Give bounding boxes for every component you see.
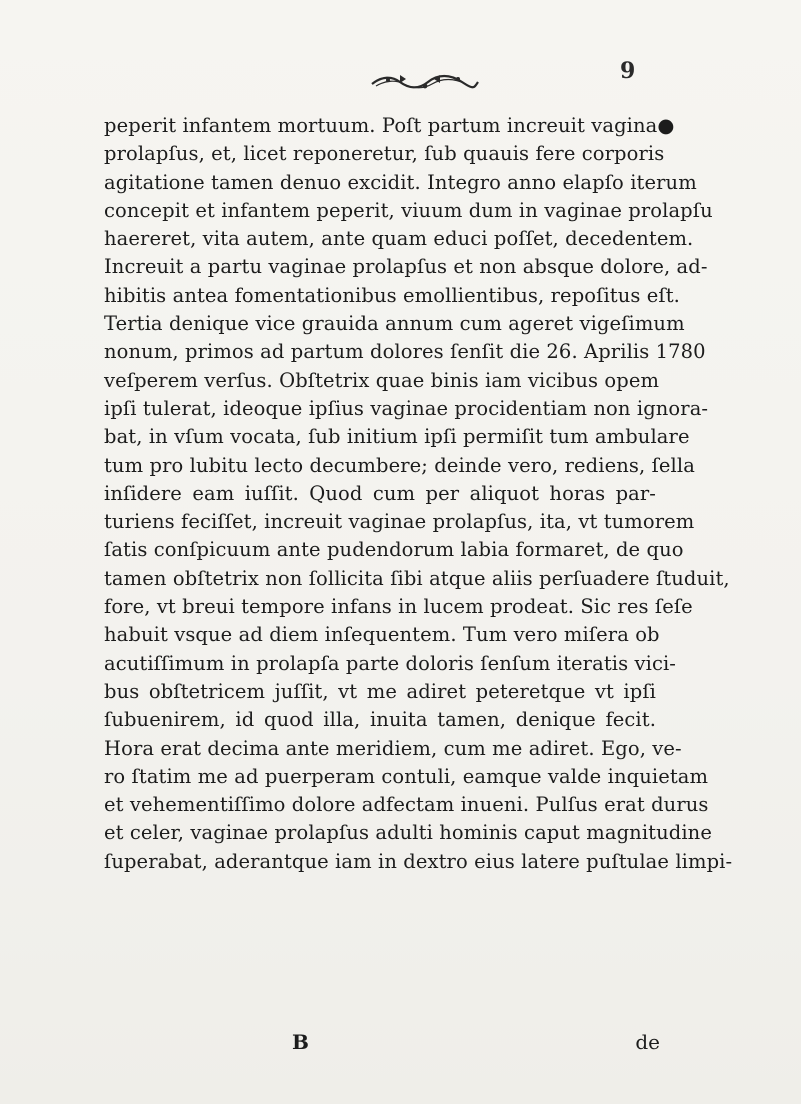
text-line: Hora erat decima ante meridiem, cum me adiret. Ego, ve- (104, 736, 682, 760)
text-line: et celer, vaginae prolapſus adulti hominis caput magnitudine (104, 821, 712, 845)
text-line: habuit vsque ad diem inſequentem. Tum vero miſera ob (104, 623, 660, 647)
text-line: hibitis antea fomentationibus emollientibus, repoſitus eſt. (104, 283, 680, 307)
body-text (104, 112, 733, 876)
text-line: ſubuenirem, id quod illa, inuita tamen, denique fecit. (104, 708, 656, 732)
text-line: agitatione tamen denuo excidit. Integro anno elapſo iterum (104, 170, 697, 194)
page-number: 9 (620, 58, 636, 84)
text-line: prolapſus, et, licet reponeretur, ſub quauis fere corporis (104, 142, 665, 166)
signature-mark: B (292, 1030, 309, 1054)
text-line: tum pro lubitu lecto decumbere; deinde vero, rediens, ſella (104, 453, 695, 477)
text-line: fore, vt breui tempore infans in lucem prodeat. Sic res ſeſe (104, 595, 693, 619)
text-line: ſuperabat, aderantque iam in dextro eius latere puſtulae limpi- (104, 849, 733, 873)
text-line: bat, in vſum vocata, ſub initium ipſi permiſit tum ambulare (104, 425, 690, 449)
page-footer (140, 1030, 660, 1054)
catchword: de (635, 1030, 660, 1054)
text-line: veſperem verſus. Obſtetrix quae binis iam vicibus opem (104, 368, 660, 392)
text-line: concepit et infantem peperit, viuum dum in vaginae prolapſu (104, 198, 713, 222)
text-line: turiens feciſſet, increuit vaginae prolapſus, ita, vt tumorem (104, 510, 695, 534)
text-line: inſidere eam iuſſit. Quod cum per aliquot horas par- (104, 481, 656, 505)
text-line: ro ſtatim me ad puerperam contuli, eamque valde inquietam (104, 764, 709, 788)
text-line: Tertia denique vice grauida annum cum ageret vigeſimum (104, 312, 685, 336)
text-line: Increuit a partu vaginae prolapſus et non absque dolore, ad- (104, 255, 708, 279)
text-line: et vehementiſſimo dolore adfectam inueni. Pulſus erat durus (104, 793, 709, 817)
text-line: tamen obſtetrix non ſollicita ſibi atque aliis perſuadere ſtuduit, (104, 566, 730, 590)
text-line: peperit infantem mortuum. Poſt partum increuit vagina● (104, 114, 675, 137)
text-line: acutiſſimum in prolapſa parte doloris ſenſum iteratis vici- (104, 651, 676, 675)
text-line: ipſi tulerat, ideoque ipſius vaginae procidentiam non ignora- (104, 396, 709, 420)
text-line: bus obſtetricem juſſit, vt me adiret peteretque vt ipſi (104, 679, 656, 703)
text-line: nonum, primos ad partum dolores ſenſit die 26. Aprilis 1780 (104, 340, 706, 364)
printers-ornament-icon (370, 70, 480, 94)
text-line: ſatis conſpicuum ante pudendorum labia formaret, de quo (104, 538, 684, 562)
text-line: haereret, vita autem, ante quam educi poſſet, decedentem. (104, 227, 694, 251)
